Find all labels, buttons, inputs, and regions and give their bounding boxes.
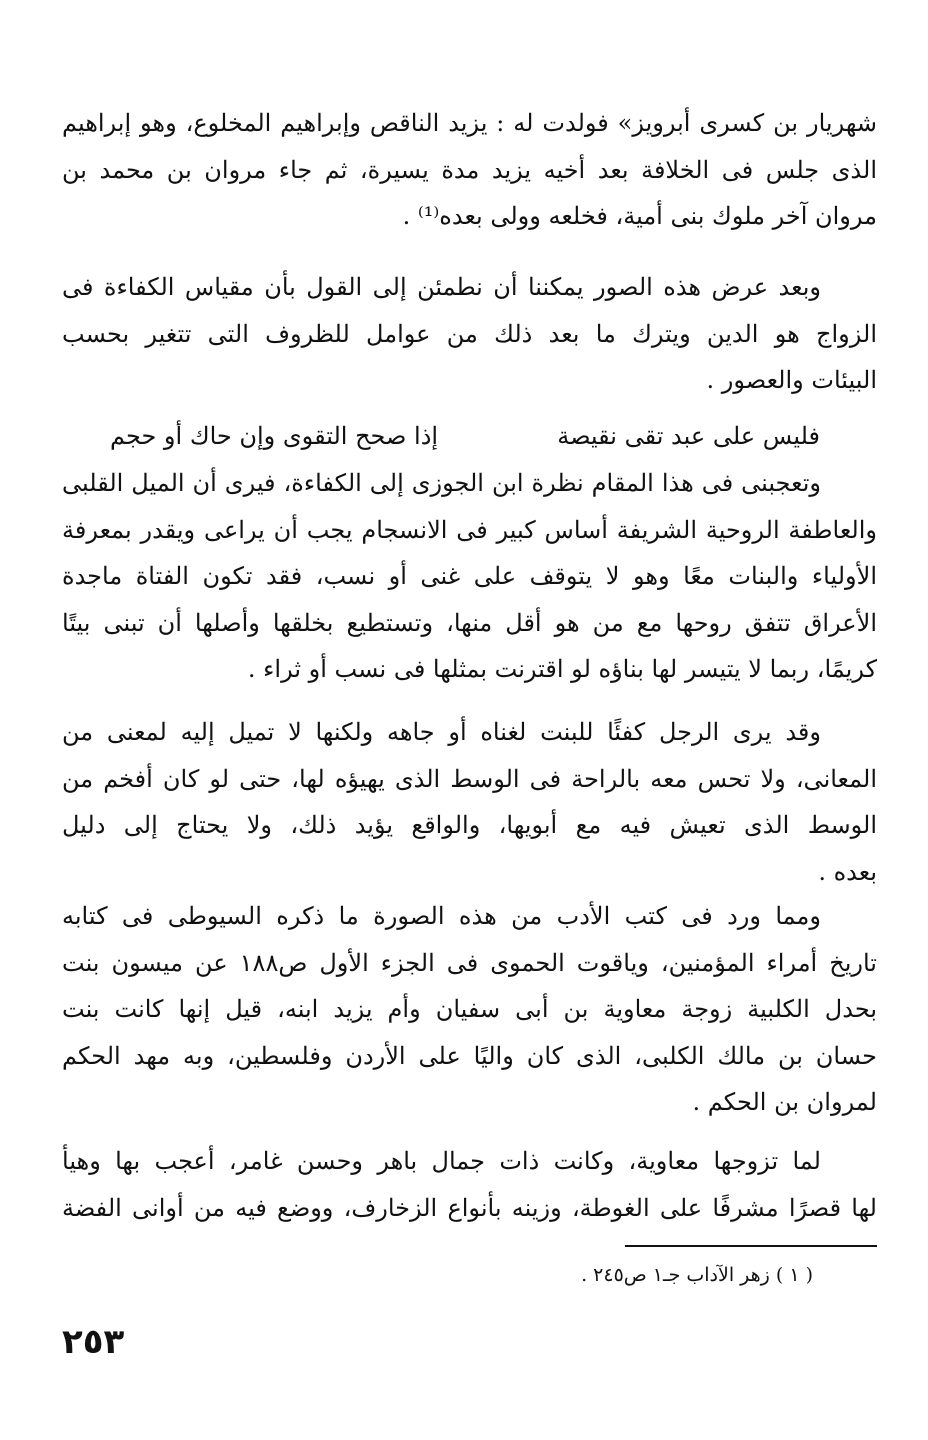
footnote: ( ١ ) زهر الآداب جـ١ ص٢٤٥ . (581, 1264, 813, 1286)
text-line: ومما ورد فى كتب الأدب من هذه الصورة ما ذكره السيوطى فى كتابه (62, 902, 821, 930)
text-line: الوسط الذى تعيش فيه مع أبويها، والواقع يؤيد ذلك، ولا يحتاج إلى دليل (62, 811, 877, 839)
paragraph-3 (62, 460, 877, 693)
text-line: وتعجبنى فى هذا المقام نظرة ابن الجوزى إلى الكفاءة، فيرى أن الميل القلبى (62, 469, 821, 497)
page-number: ٢٥٣ (62, 1322, 125, 1362)
text-line: الزواج هو الدين ويترك ما بعد ذلك من عوامل للظروف التى تتغير بحسب (62, 319, 877, 348)
footnote-divider (625, 1245, 877, 1247)
paragraph-6 (62, 1138, 877, 1231)
poetry-verse (110, 413, 820, 459)
text-line: مروان آخر ملوك بنى أمية، فخلعه وولى بعده⁽¹⁾ . (402, 202, 877, 230)
text-line: الأولياء والبنات معًا وهو لا يتوقف على غنى أو نسب، فقد تكون الفتاة ماجدة (62, 562, 877, 590)
text-line: كريمًا، ربما لا يتيسر لها بناؤه لو اقترنت بمثلها فى نسب أو ثراء . (247, 655, 877, 683)
text-line: لمروان بن الحكم . (692, 1088, 877, 1116)
text-line: والعاطفة الروحية الشريفة أساس كبير فى الانسجام يجب أن يراعى ويقدر بمعرفة (62, 515, 877, 544)
paragraph-2 (62, 264, 877, 404)
text-line: البيئات والعصور . (706, 366, 877, 394)
text-line: وقد يرى الرجل كفئًا للبنت لغناه أو جاهه ولكنها لا تميل إليه لمعنى من (62, 718, 821, 746)
text-line: وبعد عرض هذه الصور يمكننا أن نطمئن إلى القول بأن مقياس الكفاءة فى (62, 273, 821, 301)
paragraph-4 (62, 709, 877, 895)
text-line: حسان بن مالك الكلبى، الذى كان واليًا على الأردن وفلسطين، وبه مهد الحكم (62, 1041, 877, 1070)
text-line: شهريار بن كسرى أبرويز» فولدت له : يزيد الناقص وإبراهيم المخلوع، وهو إبراهيم (62, 109, 877, 137)
paragraph-1 (62, 100, 877, 240)
text-line: تاريخ أمراء المؤمنين، وياقوت الحموى فى الجزء الأول ص١٨٨ عن ميسون بنت (62, 948, 877, 977)
text-line: لما تزوجها معاوية، وكانت ذات جمال باهر وحسن غامر، أعجب بها وهيأ (62, 1147, 821, 1175)
text-line: الأعراق تتفق روحها مع من هو أقل منها، وتستطيع بخلقها وأصلها أن تبنى بيتًا (62, 608, 877, 637)
text-line: لها قصرًا مشرفًا على الغوطة، وزينه بأنواع الزخارف، ووضع فيه من أوانى الفضة (62, 1193, 877, 1222)
text-line: الذى جلس فى الخلافة بعد أخيه يزيد مدة يسيرة، ثم جاء مروان بن محمد بن (62, 155, 877, 184)
text-line: المعانى، ولا تحس معه بالراحة فى الوسط الذى يهيؤه لها، حتى لو كان أفخم من (62, 764, 877, 793)
verse-first-hemistich: فليس على عبد تقى نقيصة (557, 422, 820, 450)
verse-second-hemistich: إذا صحح التقوى وإن حاك أو حجم (110, 422, 439, 450)
text-line: بحدل الكلبية زوجة معاوية بن أبى سفيان وأم يزيد ابنه، قيل إنها كانت بنت (62, 995, 878, 1023)
text-line: بعده . (818, 857, 877, 886)
paragraph-5 (62, 893, 877, 1126)
